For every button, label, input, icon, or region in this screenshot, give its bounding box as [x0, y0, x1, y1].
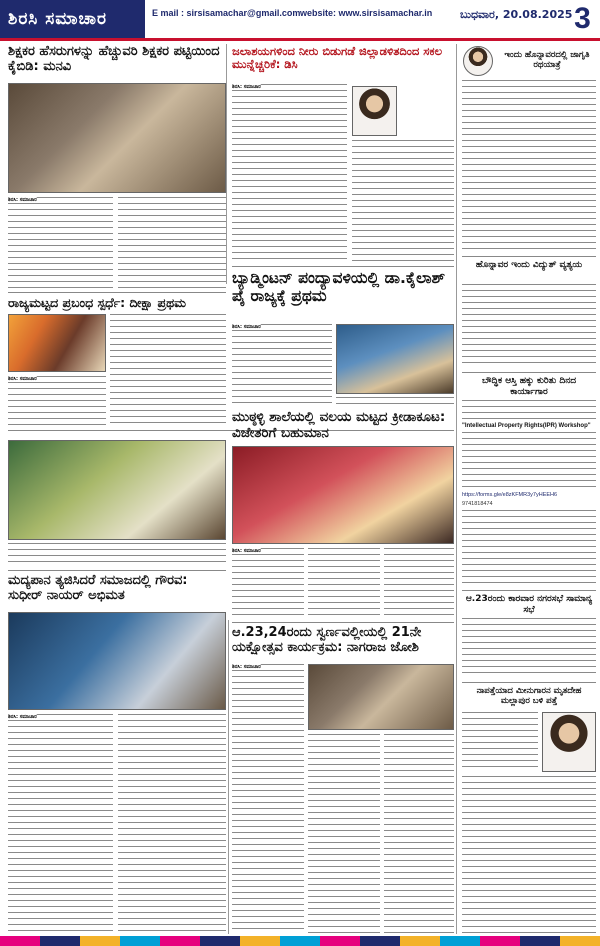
sports-dateline: ಶಿರಸಿ: ಸಮಾಚಾರ [232, 548, 261, 554]
sidebar-box2-body [462, 284, 596, 368]
footer-color-strip [0, 936, 600, 946]
teachers-body-left [8, 197, 113, 289]
sidebar-box5-body-top [462, 712, 538, 772]
sidebar-box3-body [462, 432, 596, 490]
water-body-left [232, 84, 347, 262]
badminton-headline: ಬ್ಯಾಡ್ಮಿಂಟನ್ ಪಂದ್ಯಾವಳಿಯಲ್ಲಿ ಡಾ.ಕೈಲಾಶ್ ಪೈ ರಾಜ್ಯಕ್ಕೆ ಪ್ರಥಮ [232, 269, 446, 305]
sidebar-box2-title: ಹೊನ್ನಾವರ ಇಂದು ವಿದ್ಯುತ್ ವ್ಯತ್ಯಯ [475, 260, 583, 270]
sports-body-2 [308, 548, 380, 618]
sidebar-logo [463, 46, 493, 76]
essay-body-right [110, 314, 226, 426]
madyapana-photo [8, 612, 226, 710]
sidebar-box3-workshop: "Intellectual Property Rights(IPR) Workshop" [462, 423, 591, 429]
masthead-date: ಬುಧವಾರ, 20.08.2025 [460, 8, 573, 21]
sports-photo-caption [8, 543, 226, 563]
essay-headline: ರಾಜ್ಯಮಟ್ಟದ ಪ್ರಬಂಧ ಸ್ಪರ್ಧೆ: ದೀಕ್ಷಾ ಪ್ರಥಮ [8, 295, 187, 310]
masthead-rule [0, 38, 600, 41]
sidebar-box4-title: ಆ.23ರಂದು ಕಾರವಾರ ನಗರಸಭೆ ಸಾಮಾನ್ಯ ಸಭೆ [465, 594, 593, 615]
yakshagana-headline: ಆ.23,24ರಂದು ಸ್ವರ್ಣವಲ್ಲೀಯಲ್ಲಿ 21ನೇ ಯಕ್ಷೋತ್ಸವ ಕಾರ್ಯಕ್ರಮ: ನಾಗರಾಜ ಜೋಶಿ [232, 625, 422, 655]
madyapana-body-right [118, 714, 226, 934]
water-divider [232, 266, 454, 267]
essay-photo [8, 314, 106, 372]
sidebar-box3-body-bottom [462, 510, 596, 586]
badminton-caption [336, 397, 454, 407]
badminton-dateline: ಶಿರಸಿ: ಸಮಾಚಾರ [232, 324, 261, 330]
page-number: 3 [574, 2, 591, 35]
sports-photo-left [8, 440, 226, 540]
column-divider [456, 44, 457, 934]
sidebar-divider [462, 256, 596, 257]
sidebar-box4-body [462, 618, 596, 678]
masthead-website: website: www.sirsisamachar.in [300, 8, 433, 18]
sidebar-box5-photo [542, 712, 596, 772]
essay-dateline: ಶಿರಸಿ: ಸಮಾಚಾರ [8, 376, 37, 382]
teachers-photo [8, 83, 226, 193]
water-dateline: ಶಿರಸಿ: ಸಮಾಚಾರ [232, 84, 261, 90]
yakshagana-body-2 [308, 734, 380, 934]
essay-body-left [8, 376, 106, 426]
sidebar-box3-link[interactable]: https://forms.gle/e8zKFMR3y7yHEEH6 [462, 492, 558, 498]
teachers-dateline: ಶಿರಸಿ: ಸಮಾಚಾರ [8, 197, 37, 203]
yakshagana-divider [232, 622, 454, 623]
water-headline: ಜಲಾಶಯಗಳಿಂದ ನೀರು ಬಿಡುಗಡೆ ಜಿಲ್ಲಾಡಳಿತದಿಂದ ಸಕಲ ಮುನ್ನೆಚ್ಚರಿಕೆ: ಡಿಸಿ [232, 44, 443, 72]
sidebar-box1-title: ಇಂದು ಹೊನ್ನಾವರದಲ್ಲಿ ಜಾಗೃತಿ ರಥಯಾತ್ರೆ [504, 50, 590, 71]
madyapana-divider [8, 570, 226, 571]
teachers-headline: ಶಿಕ್ಷಕರ ಹೆಸರುಗಳನ್ನು ಹೆಚ್ಚುವರಿ ಶಿಕ್ಷಕರ ಪಟ್ಟಿಯಿಂದ ಕೈಬಿಡಿ: ಮನವಿ [8, 44, 220, 74]
sidebar-divider [462, 682, 596, 683]
yakshagana-dateline: ಶಿರಸಿ: ಸಮಾಚಾರ [232, 664, 261, 670]
water-dc-photo [352, 86, 397, 136]
yakshagana-body-3 [384, 734, 454, 934]
sidebar-box1-body [462, 80, 596, 252]
badminton-body [232, 324, 332, 406]
masthead-email: E mail : sirsisamachar@gmail.com [152, 8, 301, 18]
madyapana-headline: ಮದ್ಯಪಾನ ತ್ಯಜಿಸಿದರೆ ಸಮಾಜದಲ್ಲಿ ಗೌರವ: ಸುಧೀರ್ ನಾಯರ್ ಅಭಿಮತ [8, 573, 188, 603]
sidebar-divider [462, 372, 596, 373]
sports-body-1 [232, 548, 304, 618]
sports-headline: ಮುಠ್ಠಳ್ಳಿ ಶಾಲೆಯಲ್ಲಿ ವಲಯ ಮಟ್ಟದ ಕ್ರೀಡಾಕೂಟ: ವಿಜೇತರಿಗೆ ಬಹುಮಾನ [232, 409, 446, 441]
sports-body-3 [384, 548, 454, 618]
sidebar-divider [462, 590, 596, 591]
madyapana-body-left [8, 714, 113, 934]
column-divider [228, 620, 229, 934]
column-divider [226, 44, 227, 284]
sidebar-box3-title: ಬೌದ್ಧಿಕ ಆಸ್ತಿ ಹಕ್ಕು ಕುರಿತು ದಿನದ ಕಾರ್ಯಾಗಾರ [481, 376, 577, 397]
newspaper-title: ಶಿರಸಿ ಸಮಾಚಾರ [0, 0, 145, 38]
sidebar-box5-title: ನಾಪತ್ತೆಯಾದ ಮೀನುಗಾರನ ಮೃತದೇಹ ಮಲ್ಲಾಪುರ ಬಳಿ ಪತ್ತೆ [476, 686, 582, 707]
sidebar-box5-body [462, 776, 596, 934]
masthead [0, 0, 600, 38]
yakshagana-body-1 [232, 664, 304, 934]
sidebar-box3-phone: 9741818474 [462, 501, 493, 507]
teachers-body-right [118, 197, 226, 289]
essay-divider [8, 292, 226, 293]
water-body-right [352, 140, 454, 262]
sports-photo-right [232, 446, 454, 544]
yakshagana-photo [308, 664, 454, 730]
sidebar-box3-body-top [462, 400, 596, 420]
madyapana-dateline: ಶಿರಸಿ: ಸಮಾಚಾರ [8, 714, 37, 720]
badminton-photo [336, 324, 454, 394]
